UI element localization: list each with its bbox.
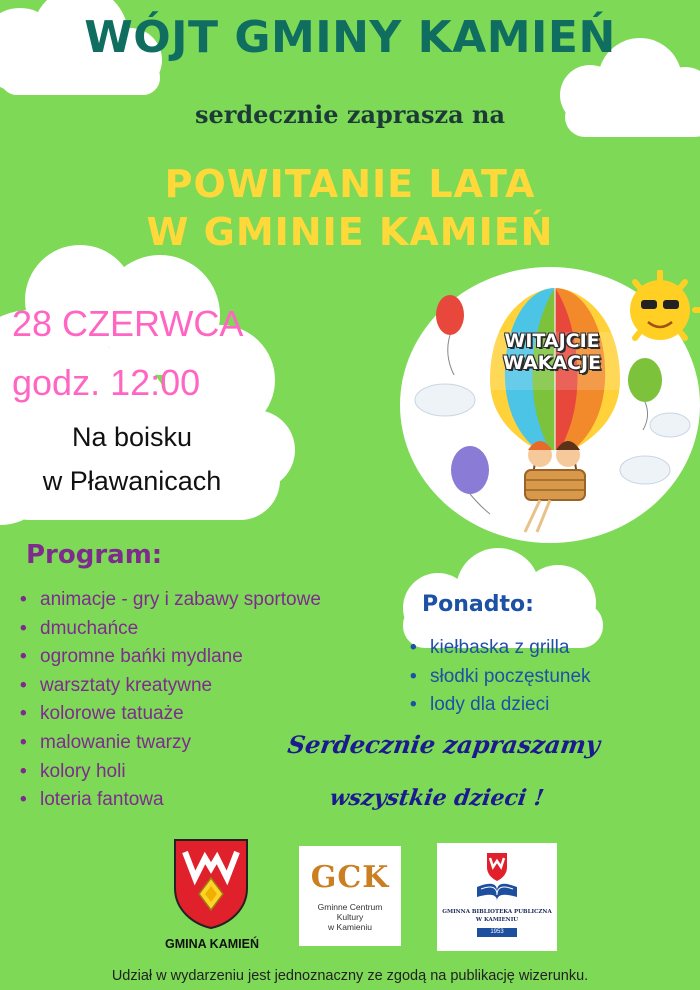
list-item: • animacje - gry i zabawy sportowe bbox=[20, 586, 321, 615]
program-heading: Program: bbox=[26, 540, 163, 570]
page-title: WÓJT GMINY KAMIEŃ bbox=[84, 12, 616, 63]
subtitle: serdecznie zaprasza na bbox=[194, 100, 506, 129]
invite-line2: wszystkie dzieci ! bbox=[328, 785, 546, 811]
library-place: W KAMIENIU bbox=[475, 917, 519, 923]
extras-list bbox=[410, 634, 591, 720]
venue-line1: Na boisku bbox=[71, 422, 193, 452]
venue-line2: w Pławanicach bbox=[42, 466, 222, 496]
event-title-line2: W GMINIE KAMIEŃ bbox=[146, 210, 554, 254]
gck-logo-abbr: GCK bbox=[310, 860, 390, 895]
list-item: • malowanie twarzy bbox=[20, 729, 321, 758]
list-item: • loteria fantowa bbox=[20, 786, 321, 815]
library-name: GMINNA BIBLIOTEKA PUBLICZNA bbox=[442, 909, 552, 915]
gck-logo bbox=[299, 846, 401, 946]
list-item: • ogromne bańki mydlane bbox=[20, 643, 321, 672]
list-item: • lody dla dzieci bbox=[410, 691, 591, 720]
balloon-banner-text bbox=[484, 330, 620, 374]
balloon-text-line2: WAKACJE bbox=[502, 352, 602, 374]
event-time: godz. 12:00 bbox=[12, 362, 201, 403]
library-logo bbox=[437, 843, 557, 951]
balloon-basket bbox=[525, 441, 585, 532]
gck-line2: Kultury bbox=[336, 912, 364, 922]
event-date: 28 CZERWCA bbox=[12, 303, 244, 344]
gmina-logo-label: GMINA KAMIEŃ bbox=[165, 937, 259, 951]
list-item: • dmuchańce bbox=[20, 615, 321, 644]
library-emblem-icon bbox=[473, 851, 521, 903]
balloon-text-line1: WITAJCIE bbox=[504, 330, 600, 352]
gmina-coat-of-arms-logo bbox=[173, 838, 249, 930]
sun-icon bbox=[630, 272, 699, 340]
list-item: • słodki poczęstunek bbox=[410, 663, 591, 692]
gck-line3: w Kamieniu bbox=[328, 922, 372, 932]
list-item: • kiełbaska z grilla bbox=[410, 634, 591, 663]
invite-line1: Serdecznie zapraszamy bbox=[285, 730, 602, 759]
list-item: • kolory holi bbox=[20, 758, 321, 787]
program-list bbox=[20, 586, 321, 815]
gck-line1: Gminne Centrum bbox=[317, 902, 383, 912]
footer-note: Udział w wydarzeniu jest jednoznaczny ze zgodą na publikację wizerunku. bbox=[111, 968, 589, 984]
extras-heading: Ponadto: bbox=[422, 592, 534, 617]
list-item: • kolorowe tatuaże bbox=[20, 700, 321, 729]
event-title-line1: POWITANIE LATA bbox=[164, 162, 536, 206]
red-balloon-icon bbox=[436, 295, 464, 375]
gck-logo-name bbox=[299, 902, 401, 932]
hot-air-balloon-illustration bbox=[405, 270, 700, 540]
purple-balloon-icon bbox=[451, 446, 490, 514]
list-item: • warsztaty kreatywne bbox=[20, 672, 321, 701]
library-year-badge: 1953 bbox=[477, 928, 517, 937]
